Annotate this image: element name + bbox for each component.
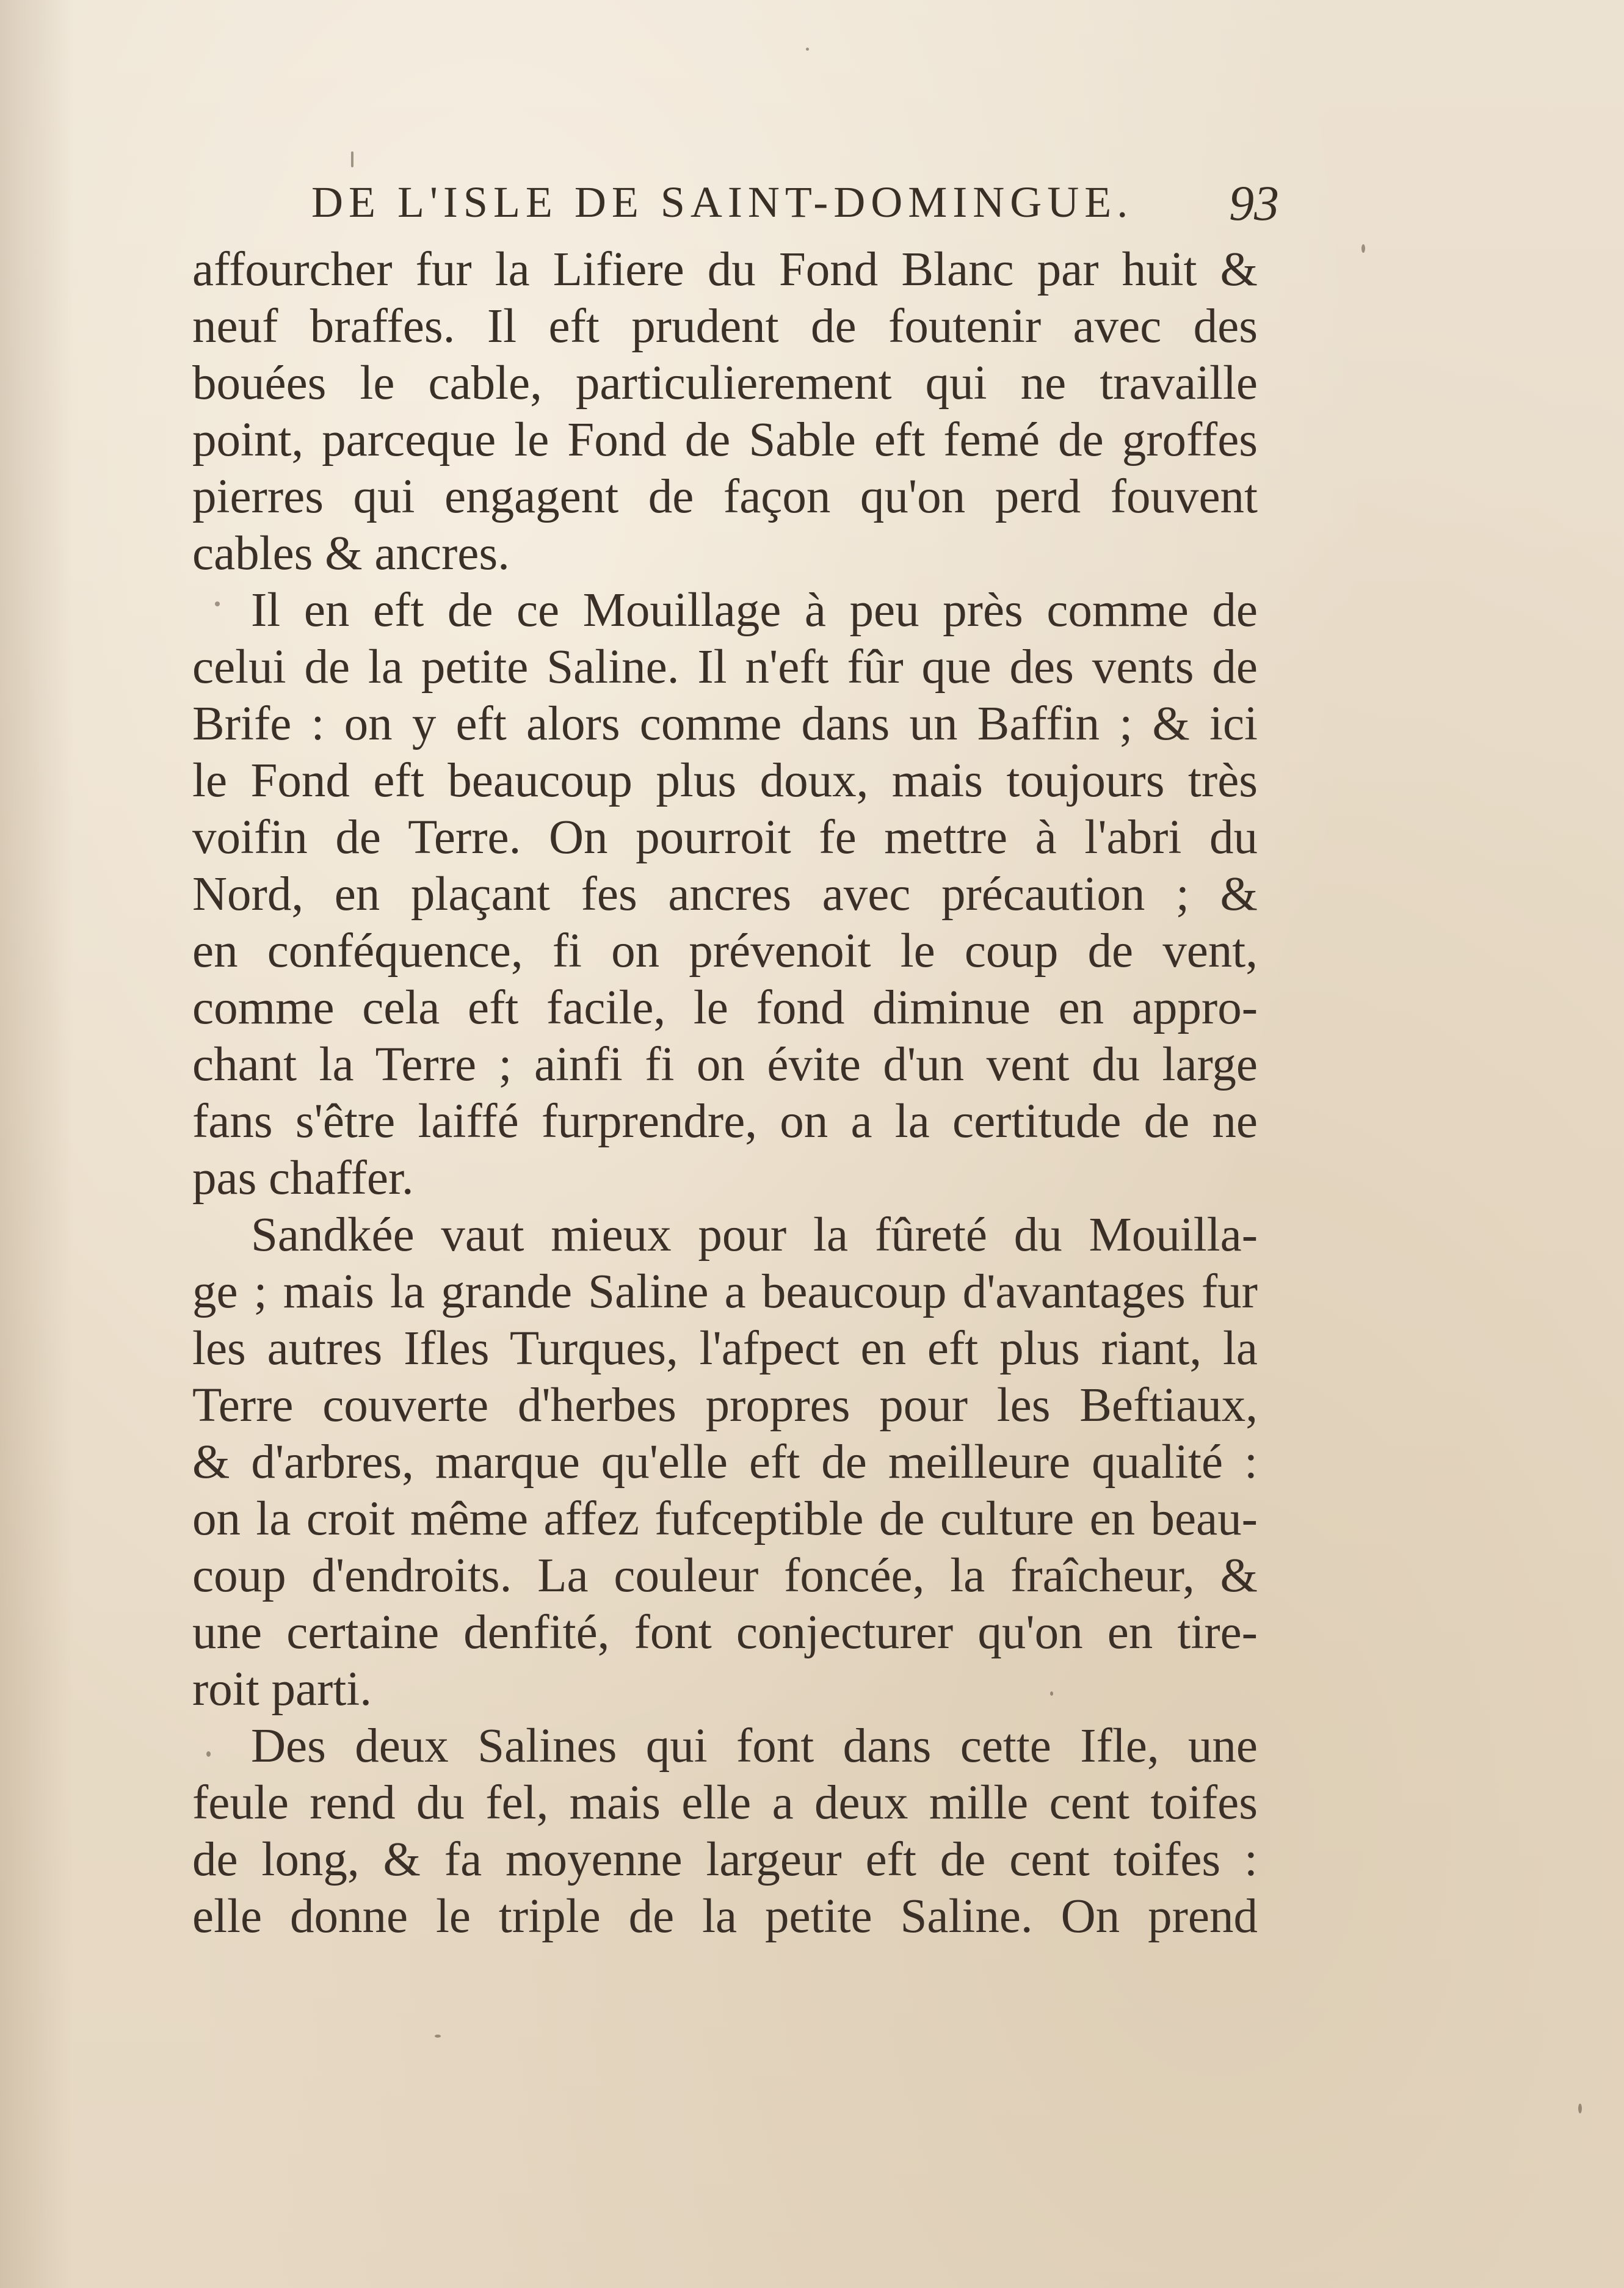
text-line: roit parti. bbox=[192, 1663, 372, 1716]
text-line: de long, & fa moyenne largeur eft de cent toifes : bbox=[192, 1833, 1258, 1886]
paper-speck bbox=[351, 151, 353, 167]
paper-speck bbox=[1578, 2104, 1582, 2113]
body-text bbox=[192, 241, 1258, 1945]
text-line: neuf braffes. Il eft prudent de foutenir avec des bbox=[192, 300, 1258, 353]
text-line: & d'arbres, marque qu'elle eft de meilleure qualité : bbox=[192, 1436, 1258, 1489]
text-line: fans s'être laiffé furprendre, on a la certitude de ne bbox=[192, 1095, 1258, 1148]
text-line: coup d'endroits. La couleur foncée, la fraîcheur, & bbox=[192, 1549, 1258, 1602]
text-line: comme cela eft facile, le fond diminue en appro- bbox=[192, 981, 1258, 1034]
text-line: Brife : on y eft alors comme dans un Baffin ; & ici bbox=[192, 697, 1258, 750]
text-line: en conféquence, fi on prévenoit le coup de vent, bbox=[192, 924, 1258, 978]
text-line: feule rend du fel, mais elle a deux mille cent toifes bbox=[192, 1776, 1258, 1829]
text-line: pas chaffer. bbox=[192, 1152, 414, 1205]
text-line: Des deux Salines qui font dans cette Ifle, une bbox=[251, 1720, 1258, 1773]
paper-speck bbox=[806, 48, 809, 51]
text-line: Il en eft de ce Mouillage à peu près comme de bbox=[251, 584, 1258, 637]
text-line: Nord, en plaçant fes ancres avec précaution ; & bbox=[192, 868, 1258, 921]
text-line: ge ; mais la grande Saline a beaucoup d'avantages fur bbox=[192, 1265, 1258, 1318]
text-line: on la croit même affez fufceptible de culture en beau- bbox=[192, 1492, 1258, 1545]
paper-speck bbox=[435, 2035, 441, 2038]
text-line: affourcher fur la Lifiere du Fond Blanc par huit & bbox=[192, 243, 1258, 296]
page-number: 93 bbox=[1229, 175, 1279, 231]
text-line: une certaine denfité, font conjecturer qu'on en tire- bbox=[192, 1606, 1258, 1659]
paper-speck bbox=[215, 601, 220, 606]
text-line: Terre couverte d'herbes propres pour les Beftiaux, bbox=[192, 1379, 1258, 1432]
paper-speck bbox=[1050, 1691, 1053, 1696]
text-line: point, parceque le Fond de Sable eft femé de groffes bbox=[192, 413, 1258, 467]
text-line: Sandkée vaut mieux pour la fûreté du Mouilla- bbox=[251, 1208, 1258, 1262]
paper-speck bbox=[1361, 244, 1365, 253]
text-line: chant la Terre ; ainfi fi on évite d'un vent du large bbox=[192, 1038, 1258, 1091]
page-header bbox=[311, 166, 1279, 239]
text-line: le Fond eft beaucoup plus doux, mais toujours très bbox=[192, 754, 1258, 807]
text-line: cables & ancres. bbox=[192, 527, 510, 580]
text-line: bouées le cable, particulierement qui ne travaille bbox=[192, 357, 1258, 410]
page-edge-shadow bbox=[0, 0, 73, 2288]
text-line: pierres qui engagent de façon qu'on perd fouvent bbox=[192, 470, 1258, 523]
text-line: les autres Ifles Turques, l'afpect en eft plus riant, la bbox=[192, 1322, 1258, 1375]
text-line: voifin de Terre. On pourroit fe mettre à l'abri du bbox=[192, 811, 1258, 864]
text-line: celui de la petite Saline. Il n'eft fûr que des vents de bbox=[192, 641, 1258, 694]
paper-speck bbox=[206, 1751, 211, 1757]
running-head: DE L'ISLE DE SAINT-DOMINGUE. bbox=[311, 178, 1134, 227]
text-line: elle donne le triple de la petite Saline. On prend bbox=[192, 1890, 1258, 1943]
